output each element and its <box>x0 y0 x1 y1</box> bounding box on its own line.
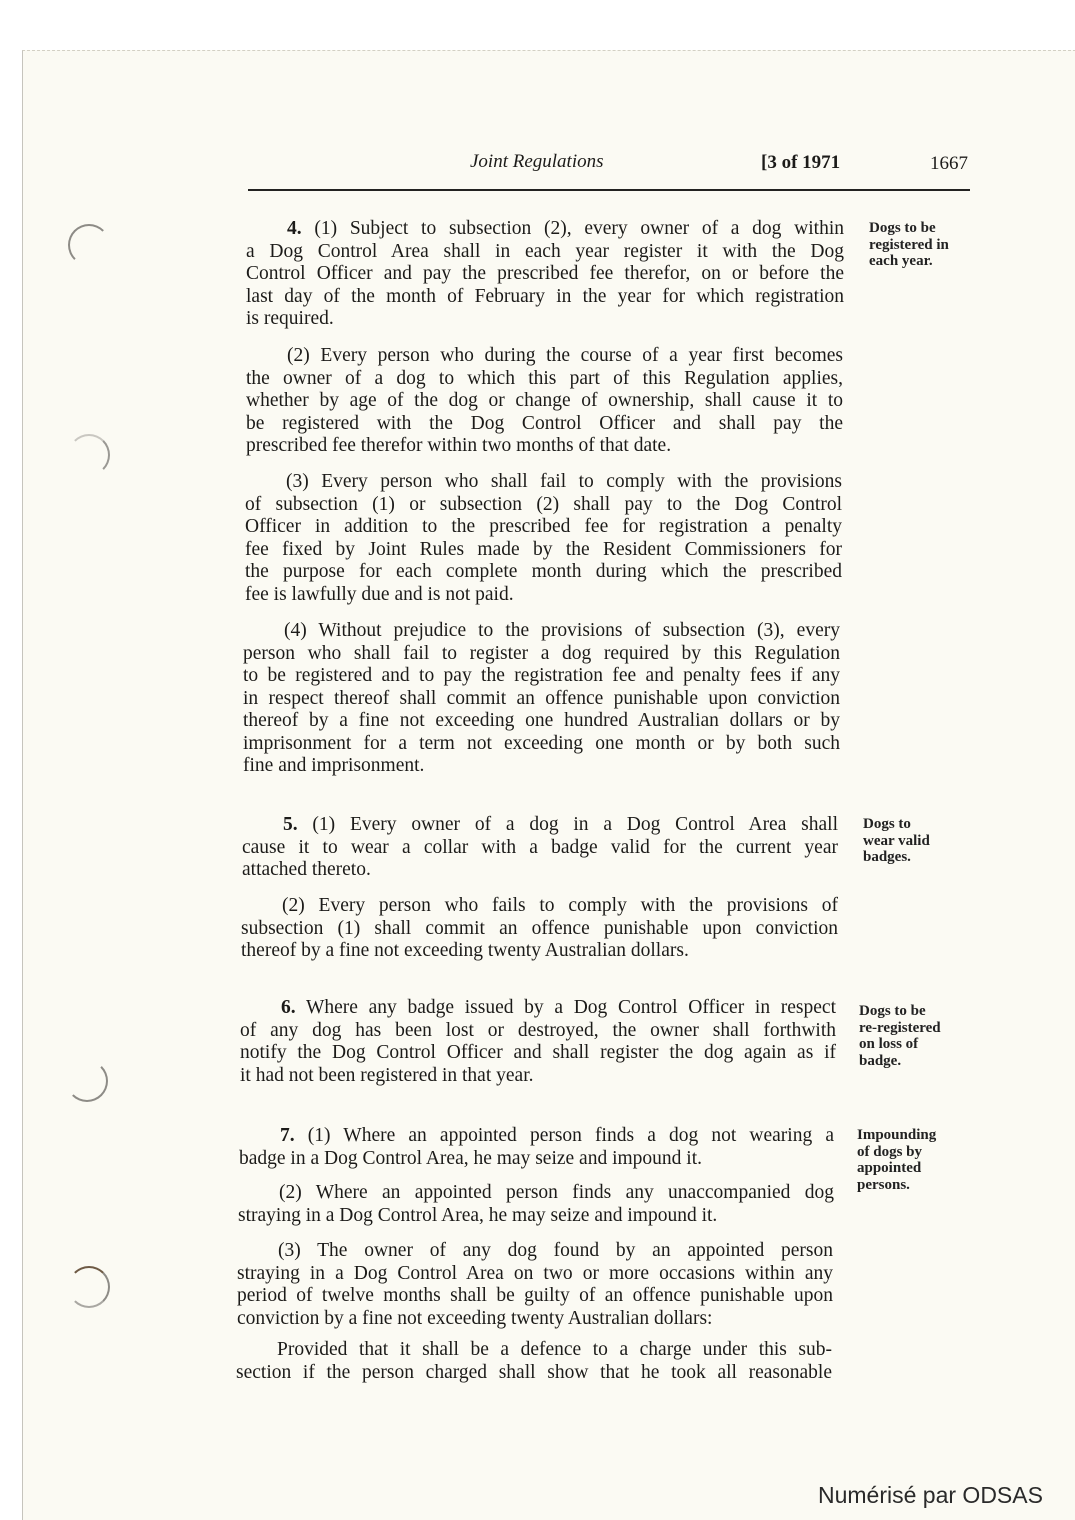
text-line: conviction by a fine not exceeding twenty Australian dollars: <box>237 1307 713 1329</box>
subsection-7-3 <box>237 1240 833 1330</box>
text-line <box>246 218 844 241</box>
text-line: subsection (1) shall commit an offence punishable upon conviction <box>241 917 838 939</box>
margin-note-line: appointed <box>857 1160 922 1177</box>
section-number: 6. <box>281 997 296 1018</box>
subsection-5-2 <box>241 895 838 963</box>
text-line <box>242 814 838 837</box>
section-6-paragraph <box>240 997 836 1087</box>
text-line: attached thereto. <box>242 859 371 880</box>
text-line: Control Officer and pay the prescribed fee therefor, on or before the <box>246 263 844 284</box>
text-line: notify the Dog Control Officer and shall register the dog again as if <box>240 1042 836 1063</box>
text-line: be registered with the Dog Control Officer and shall pay the <box>246 412 843 434</box>
margin-note-section-6 <box>859 1003 971 1070</box>
subsection-4-3 <box>245 471 842 606</box>
text-line: last day of the month of February in the year for which registration <box>246 285 844 307</box>
section-number: 4. <box>287 218 302 239</box>
text-line: is required. <box>246 308 334 329</box>
text-line: (4) Without prejudice to the provisions of subsection (3), every <box>284 620 840 641</box>
text-line-content: (1) Where an appointed person finds a dog not wearing a <box>307 1125 834 1146</box>
text-line: thereof by a fine not exceeding one hundred Australian dollars or by <box>243 710 840 731</box>
text-line: to be registered and to pay the registration fee and penalty fees if any <box>243 665 840 686</box>
margin-note-line: badge. <box>859 1053 902 1070</box>
margin-note-line: on loss of <box>859 1036 919 1053</box>
text-line: person who shall fail to register a dog required by this Regulation <box>243 642 840 664</box>
margin-note-line: badges. <box>863 849 911 866</box>
text-line: (3) The owner of any dog found by an appointed person <box>278 1240 833 1261</box>
text-line: prescribed fee therefor within two months of that date. <box>246 435 672 456</box>
subsection-5-1 <box>242 814 838 882</box>
punch-hole <box>66 1060 108 1102</box>
punch-hole <box>68 224 110 266</box>
text-line: whether by age of the dog or change of ownership, shall cause it to <box>246 390 843 411</box>
margin-note-line: Impounding <box>857 1127 937 1143</box>
text-line: straying in a Dog Control Area on two or more occasions within any <box>237 1262 833 1284</box>
text-line-content: (1) Every owner of a dog in a Dog Control Area shall <box>312 814 838 835</box>
margin-note-line: of dogs by <box>857 1143 923 1160</box>
subsection-4-4 <box>243 620 840 778</box>
punch-hole <box>68 1266 110 1308</box>
text-line: imprisonment for a term not exceeding one month or by both such <box>243 732 840 754</box>
section-number: 5. <box>283 814 298 835</box>
text-line: it had not been registered in that year. <box>240 1064 534 1086</box>
margin-note-line: registered in <box>869 236 949 253</box>
proviso-7-3 <box>236 1339 832 1384</box>
text-line: the purpose for each complete month during which the prescribed <box>245 561 842 582</box>
text-line: badge in a Dog Control Area, he may seize and impound it. <box>239 1147 703 1169</box>
text-line: of subsection (1) or subsection (2) shall pay to the Dog Control <box>245 493 842 515</box>
text-line <box>240 997 836 1020</box>
text-line: the owner of a dog to which this part of this Regulation applies, <box>246 367 843 389</box>
text-line: section if the person charged shall show that he took all reasonable <box>236 1361 832 1383</box>
digitization-watermark: Numérisé par ODSAS <box>818 1482 1043 1508</box>
margin-note-line: re-registered <box>859 1019 941 1036</box>
margin-note-line: Dogs to be <box>869 220 936 236</box>
text-line: (2) Every person who fails to comply with the provisions of <box>282 895 838 916</box>
text-line: (3) Every person who shall fail to comply with the provisions <box>286 471 842 492</box>
margin-note-line: wear valid <box>863 832 930 849</box>
margin-note-line: each year. <box>869 253 933 270</box>
text-line <box>239 1125 834 1148</box>
punch-hole <box>68 434 110 476</box>
header-rule <box>248 189 970 191</box>
margin-note-section-4 <box>869 220 981 270</box>
running-title: Joint Regulations <box>470 151 604 172</box>
subsection-4-1 <box>246 218 844 331</box>
subsection-7-2 <box>238 1182 834 1227</box>
text-line: straying in a Dog Control Area, he may seize and impound it. <box>238 1204 718 1226</box>
text-line: fine and imprisonment. <box>243 755 425 776</box>
text-line-content: (1) Subject to subsection (2), every owner of a dog within <box>314 218 844 239</box>
margin-note-line: Dogs to be <box>859 1003 926 1019</box>
text-line: in respect thereof shall commit an offence punishable upon conviction <box>243 687 840 709</box>
text-line: period of twelve months shall be guilty of an offence punishable upon <box>237 1285 833 1306</box>
text-line: fee is lawfully due and is not paid. <box>245 583 514 605</box>
regulation-reference: [3 of 1971 <box>761 152 841 173</box>
text-line: of any dog has been lost or destroyed, the owner shall forthwith <box>240 1019 836 1041</box>
text-line: fee fixed by Joint Rules made by the Resident Commissioners for <box>245 538 842 560</box>
text-line: Provided that it shall be a defence to a charge under this sub- <box>277 1339 832 1360</box>
page-number: 1667 <box>930 153 968 174</box>
text-line: a Dog Control Area shall in each year register it with the Dog <box>246 240 844 262</box>
margin-note-line: Dogs to <box>863 816 911 832</box>
text-line: cause it to wear a collar with a badge valid for the current year <box>242 836 838 858</box>
margin-note-line: persons. <box>857 1177 910 1194</box>
subsection-4-2 <box>246 345 843 458</box>
subsection-7-1 <box>239 1125 834 1170</box>
text-line: (2) Every person who during the course of a year first becomes <box>287 345 843 366</box>
section-number: 7. <box>280 1125 295 1146</box>
text-line: thereof by a fine not exceeding twenty Australian dollars. <box>241 940 689 961</box>
text-line: (2) Where an appointed person finds any unaccompanied dog <box>279 1182 834 1203</box>
margin-note-section-5 <box>863 816 975 866</box>
margin-note-section-7 <box>857 1127 969 1194</box>
text-line-content: Where any badge issued by a Dog Control Officer in respect <box>305 997 836 1018</box>
text-line: Officer in addition to the prescribed fee for registration a penalty <box>245 516 842 537</box>
